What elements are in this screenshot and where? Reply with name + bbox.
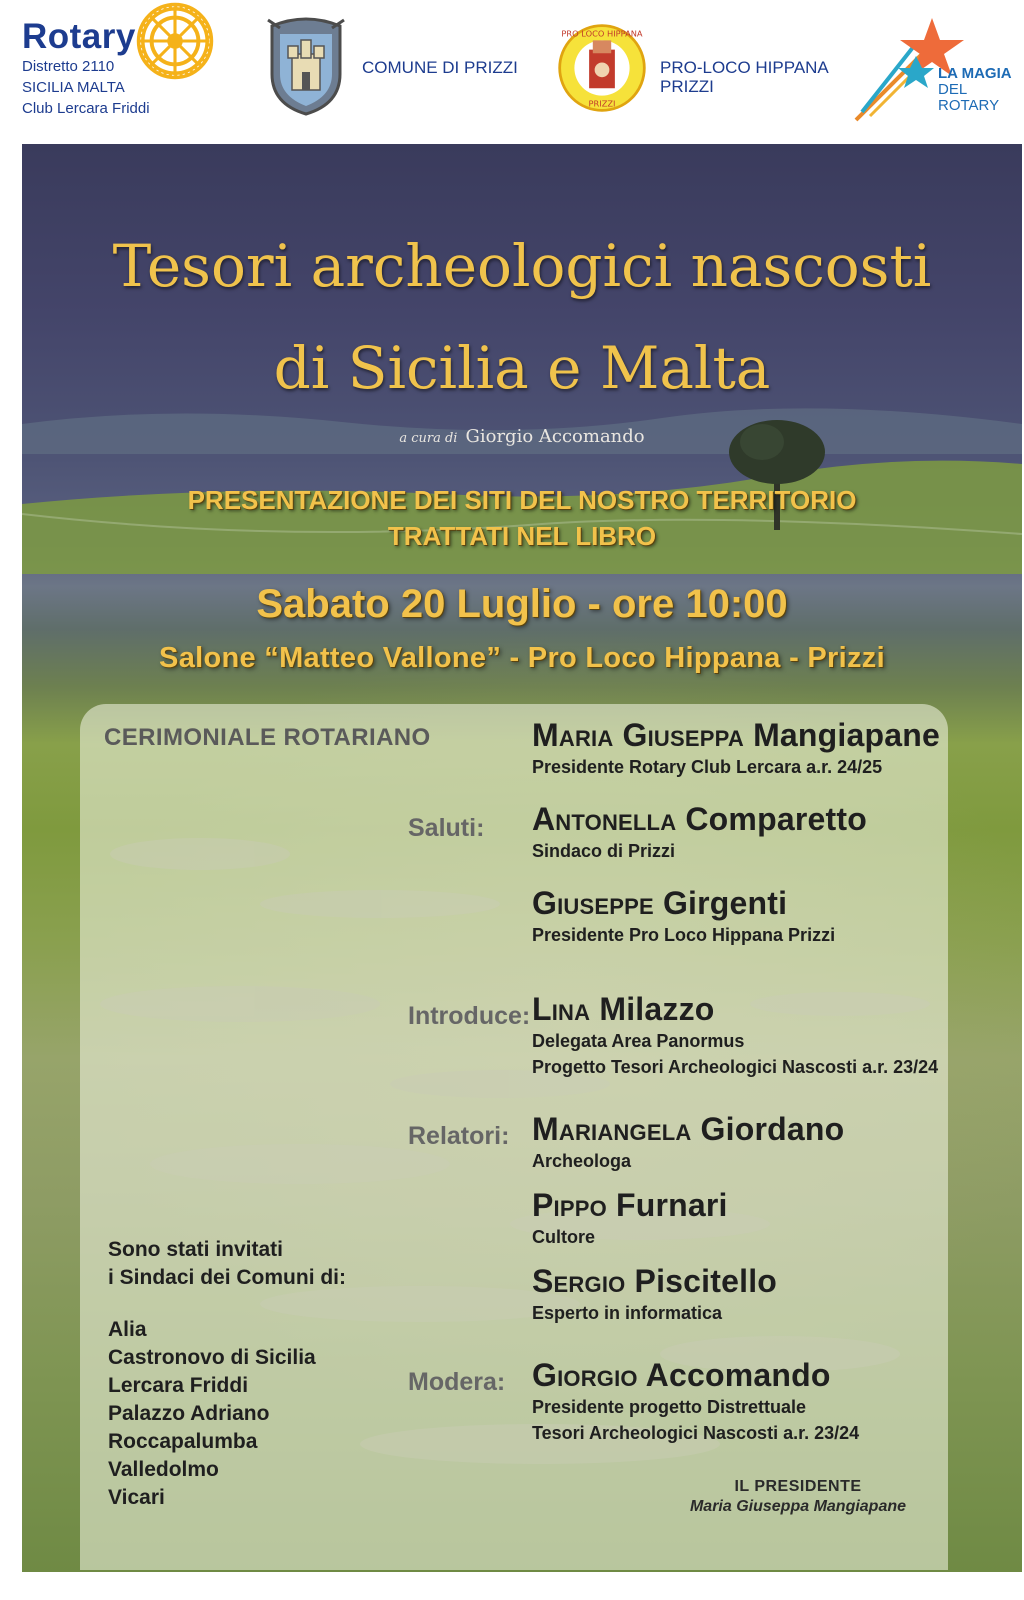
rotary-region: SICILIA MALTA [22,79,125,96]
speaker-role: Sindaco di Prizzi [532,841,676,861]
speaker-last-name: Mangiapane [753,717,940,753]
president-name: Maria Giuseppa Mangiapane [689,1498,907,1515]
speaker-name [532,1262,777,1300]
speaker-role: Presidente progetto Distrettuale [532,1397,807,1417]
poster-title-line2: di Sicilia e Malta [273,334,771,402]
town-item: Valledolmo [108,1458,219,1481]
speaker-last-name: Girgenti [662,885,788,921]
invited-mayors-label [108,1236,346,1292]
role-relatori: Relatori: [408,1122,510,1150]
speaker-role: Archeologa [532,1151,632,1171]
speaker-name [532,1186,728,1224]
event-date: Sabato 20 Luglio - ore 10:00 [256,582,788,626]
invited-line2: i Sindaci dei Comuni di: [108,1266,347,1289]
subtitle-line1: PRESENTAZIONE DEI SITI DEL NOSTRO TERRITORIO [187,485,857,515]
town-item: Roccapalumba [108,1430,258,1453]
president-signature [668,1478,928,1516]
program-panel [80,704,948,1570]
subtitle-line2: TRATTATI NEL LIBRO [387,521,657,551]
speaker-role: Presidente Rotary Club Lercara a.r. 24/25 [532,757,883,777]
svg-text:PRIZZI: PRIZZI [588,98,616,109]
curator-line [22,426,1022,447]
speaker-last-name: Accomando [645,1357,831,1393]
svg-text:PRO LOCO HIPPANA: PRO LOCO HIPPANA [561,28,643,39]
speaker-last-name: Comparetto [685,801,867,837]
speaker-last-name: Piscitello [634,1263,778,1299]
town-item: Castronovo di Sicilia [108,1346,316,1369]
speaker-last-name: Giordano [700,1111,845,1147]
speaker-first-name: Mariangela [532,1111,692,1147]
speaker-comparetto [532,800,867,864]
role-modera: Modera: [408,1368,506,1396]
speaker-accomando [532,1356,859,1446]
curator-name: Giorgio Accomando [465,426,645,447]
speaker-furnari [532,1186,728,1250]
poster-title-line1: Tesori archeologici nascosti [112,232,932,300]
speaker-project: Tesori Archeologici Nascosti a.r. 23/24 [532,1423,860,1443]
town-item: Lercara Friddi [108,1374,249,1397]
event-venue: Salone “Matteo Vallone” - Pro Loco Hippana - Prizzi [159,642,885,674]
speaker-role: Delegata Area Panormus [532,1031,745,1051]
speaker-first-name: Sergio [532,1263,626,1299]
proloco-name: PRO-LOCO HIPPANA [660,58,829,77]
speaker-first-name: Giuseppe [532,885,654,921]
speaker-piscitello [532,1262,777,1326]
speaker-name [532,884,835,922]
rotary-club-label [22,18,150,119]
proloco-town: PRIZZI [660,77,714,96]
speaker-first-name: Pippo [532,1187,607,1223]
town-item: Alia [108,1318,147,1341]
speaker-name [532,800,867,838]
role-introduce: Introduce: [408,1002,531,1030]
event-poster [22,144,1022,1572]
speaker-last-name: Milazzo [599,991,715,1027]
speaker-name [532,1110,844,1148]
comune-crest-icon [262,16,350,116]
curator-prefix: a cura di [399,431,458,446]
speaker-project: Progetto Tesori Archeologici Nascosti a.r. 23/24 [532,1057,939,1077]
speaker-first-name: Antonella [532,801,677,837]
speaker-girgenti [532,884,835,948]
rotary-name: Rotary [22,17,136,56]
la-magia-line1: LA MAGIA [938,65,1012,82]
town-item: Vicari [108,1486,165,1509]
header-logos [0,0,1024,140]
speaker-first-name: Giorgio [532,1357,638,1393]
comune-label: COMUNE DI PRIZZI [362,58,518,77]
towns-list [108,1316,316,1512]
town-item: Palazzo Adriano [108,1402,270,1425]
speaker-role: Esperto in informatica [532,1303,723,1323]
president-label: IL PRESIDENTE [734,1478,862,1495]
speaker-last-name: Furnari [616,1187,728,1223]
speaker-giordano [532,1110,844,1174]
la-magia-line2: DEL ROTARY [938,81,1000,114]
speaker-name [532,1356,859,1394]
rotary-club: Club Lercara Friddi [22,100,150,117]
invited-line1: Sono stati invitati [108,1238,284,1261]
proloco-logo-icon [556,22,648,114]
proloco-label [660,58,829,96]
speaker-first-name: Lina [532,991,591,1027]
speaker-milazzo [532,990,938,1080]
ceremony-label: CERIMONIALE ROTARIANO [104,724,431,751]
role-saluti: Saluti: [408,814,485,842]
speaker-name [532,716,940,754]
speaker-mangiapane [532,716,940,780]
la-magia-label [938,66,1024,114]
poster-subtitle [22,482,1022,554]
rotary-district: Distretto 2110 [22,58,115,75]
speaker-role: Presidente Pro Loco Hippana Prizzi [532,925,836,945]
speaker-name [532,990,938,1028]
speaker-role: Cultore [532,1227,595,1247]
rotary-wheel-icon [136,2,214,80]
speaker-first-name: Maria Giuseppa [532,717,744,753]
